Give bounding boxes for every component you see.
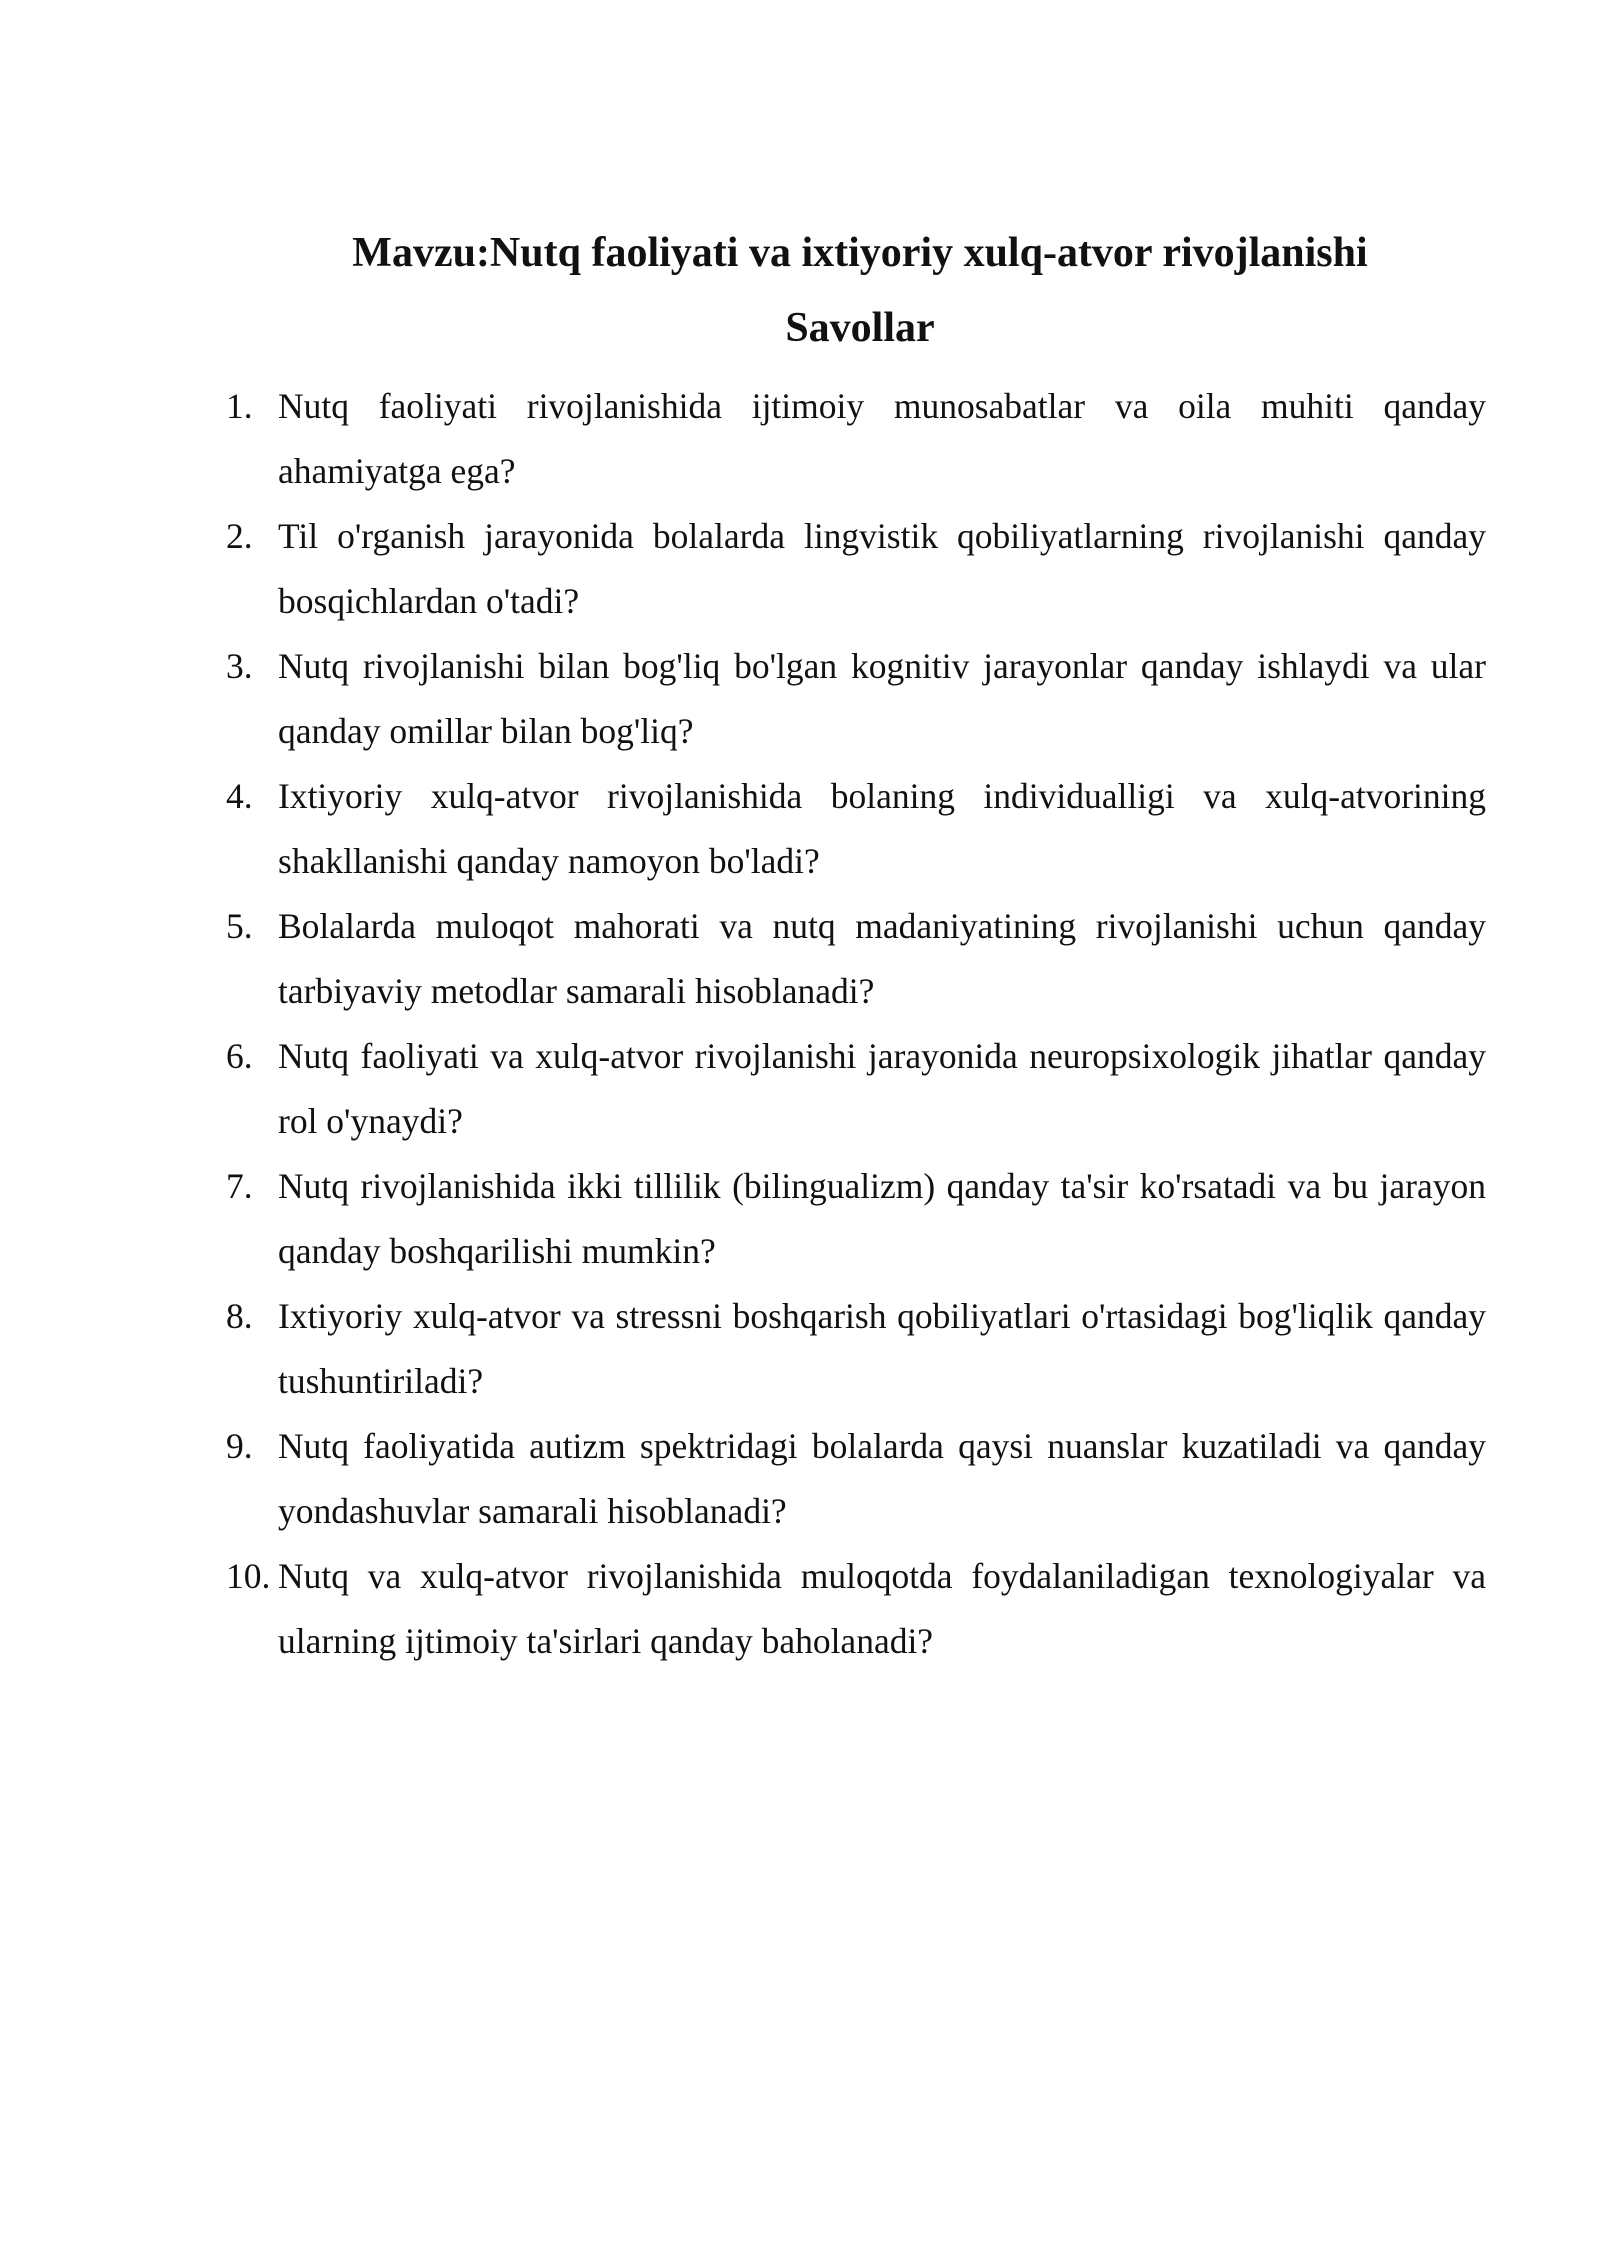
question-item: [226, 1284, 1486, 1414]
question-item: [226, 634, 1486, 764]
question-text: Nutq faoliyati rivojlanishida ijtimoiy munosabatlar va oila muhiti qanday ahamiyatga ega?: [278, 386, 1486, 491]
question-number: 5.: [226, 906, 253, 946]
question-text: Nutq rivojlanishida ikki tillilik (bilingualizm) qanday ta'sir ko'rsatadi va bu jarayon qanday boshqarilishi mumkin?: [278, 1166, 1486, 1271]
document-title: Mavzu:Nutq faoliyati va ixtiyoriy xulq-atvor rivojlanishi: [352, 230, 1368, 276]
question-item: [226, 374, 1486, 504]
question-number: 6.: [226, 1036, 253, 1076]
question-number: 8.: [226, 1296, 253, 1336]
question-number: 1.: [226, 386, 253, 426]
question-text: Nutq va xulq-atvor rivojlanishida muloqotda foydalaniladigan texnologiyalar va ularning ijtimoiy ta'sirlari qanday baholanadi?: [278, 1556, 1486, 1661]
question-text: Nutq rivojlanishi bilan bog'liq bo'lgan kognitiv jarayonlar qanday ishlaydi va ular qanday omillar bilan bog'liq?: [278, 646, 1486, 751]
question-number: 3.: [226, 646, 253, 686]
question-number: 4.: [226, 776, 253, 816]
question-text: Ixtiyoriy xulq-atvor va stressni boshqarish qobiliyatlari o'rtasidagi bog'liqlik qanday tushuntiriladi?: [278, 1296, 1486, 1401]
question-item: [226, 1544, 1486, 1674]
question-item: [226, 894, 1486, 1024]
question-text: Nutq faoliyati va xulq-atvor rivojlanishi jarayonida neuropsixologik jihatlar qanday rol o'ynaydi?: [278, 1036, 1486, 1141]
question-text: Bolalarda muloqot mahorati va nutq madaniyatining rivojlanishi uchun qanday tarbiyaviy metodlar samarali hisoblanadi?: [278, 906, 1486, 1011]
question-number: 7.: [226, 1166, 253, 1206]
question-number: 2.: [226, 516, 253, 556]
question-number: 9.: [226, 1426, 253, 1466]
question-text: Nutq faoliyatida autizm spektridagi bolalarda qaysi nuanslar kuzatiladi va qanday yondashuvlar samarali hisoblanadi?: [278, 1426, 1486, 1531]
questions-list: [226, 374, 1486, 1674]
question-item: [226, 764, 1486, 894]
question-text: Til o'rganish jarayonida bolalarda lingvistik qobiliyatlarning rivojlanishi qanday bosqichlardan o'tadi?: [278, 516, 1486, 621]
section-heading: Savollar: [785, 305, 935, 351]
question-number: 10.: [226, 1556, 271, 1596]
question-item: [226, 1414, 1486, 1544]
question-item: [226, 1154, 1486, 1284]
question-item: [226, 504, 1486, 634]
question-item: [226, 1024, 1486, 1154]
question-text: Ixtiyoriy xulq-atvor rivojlanishida bolaning individualligi va xulq-atvorining shakllanishi qanday namoyon bo'ladi?: [278, 776, 1486, 881]
